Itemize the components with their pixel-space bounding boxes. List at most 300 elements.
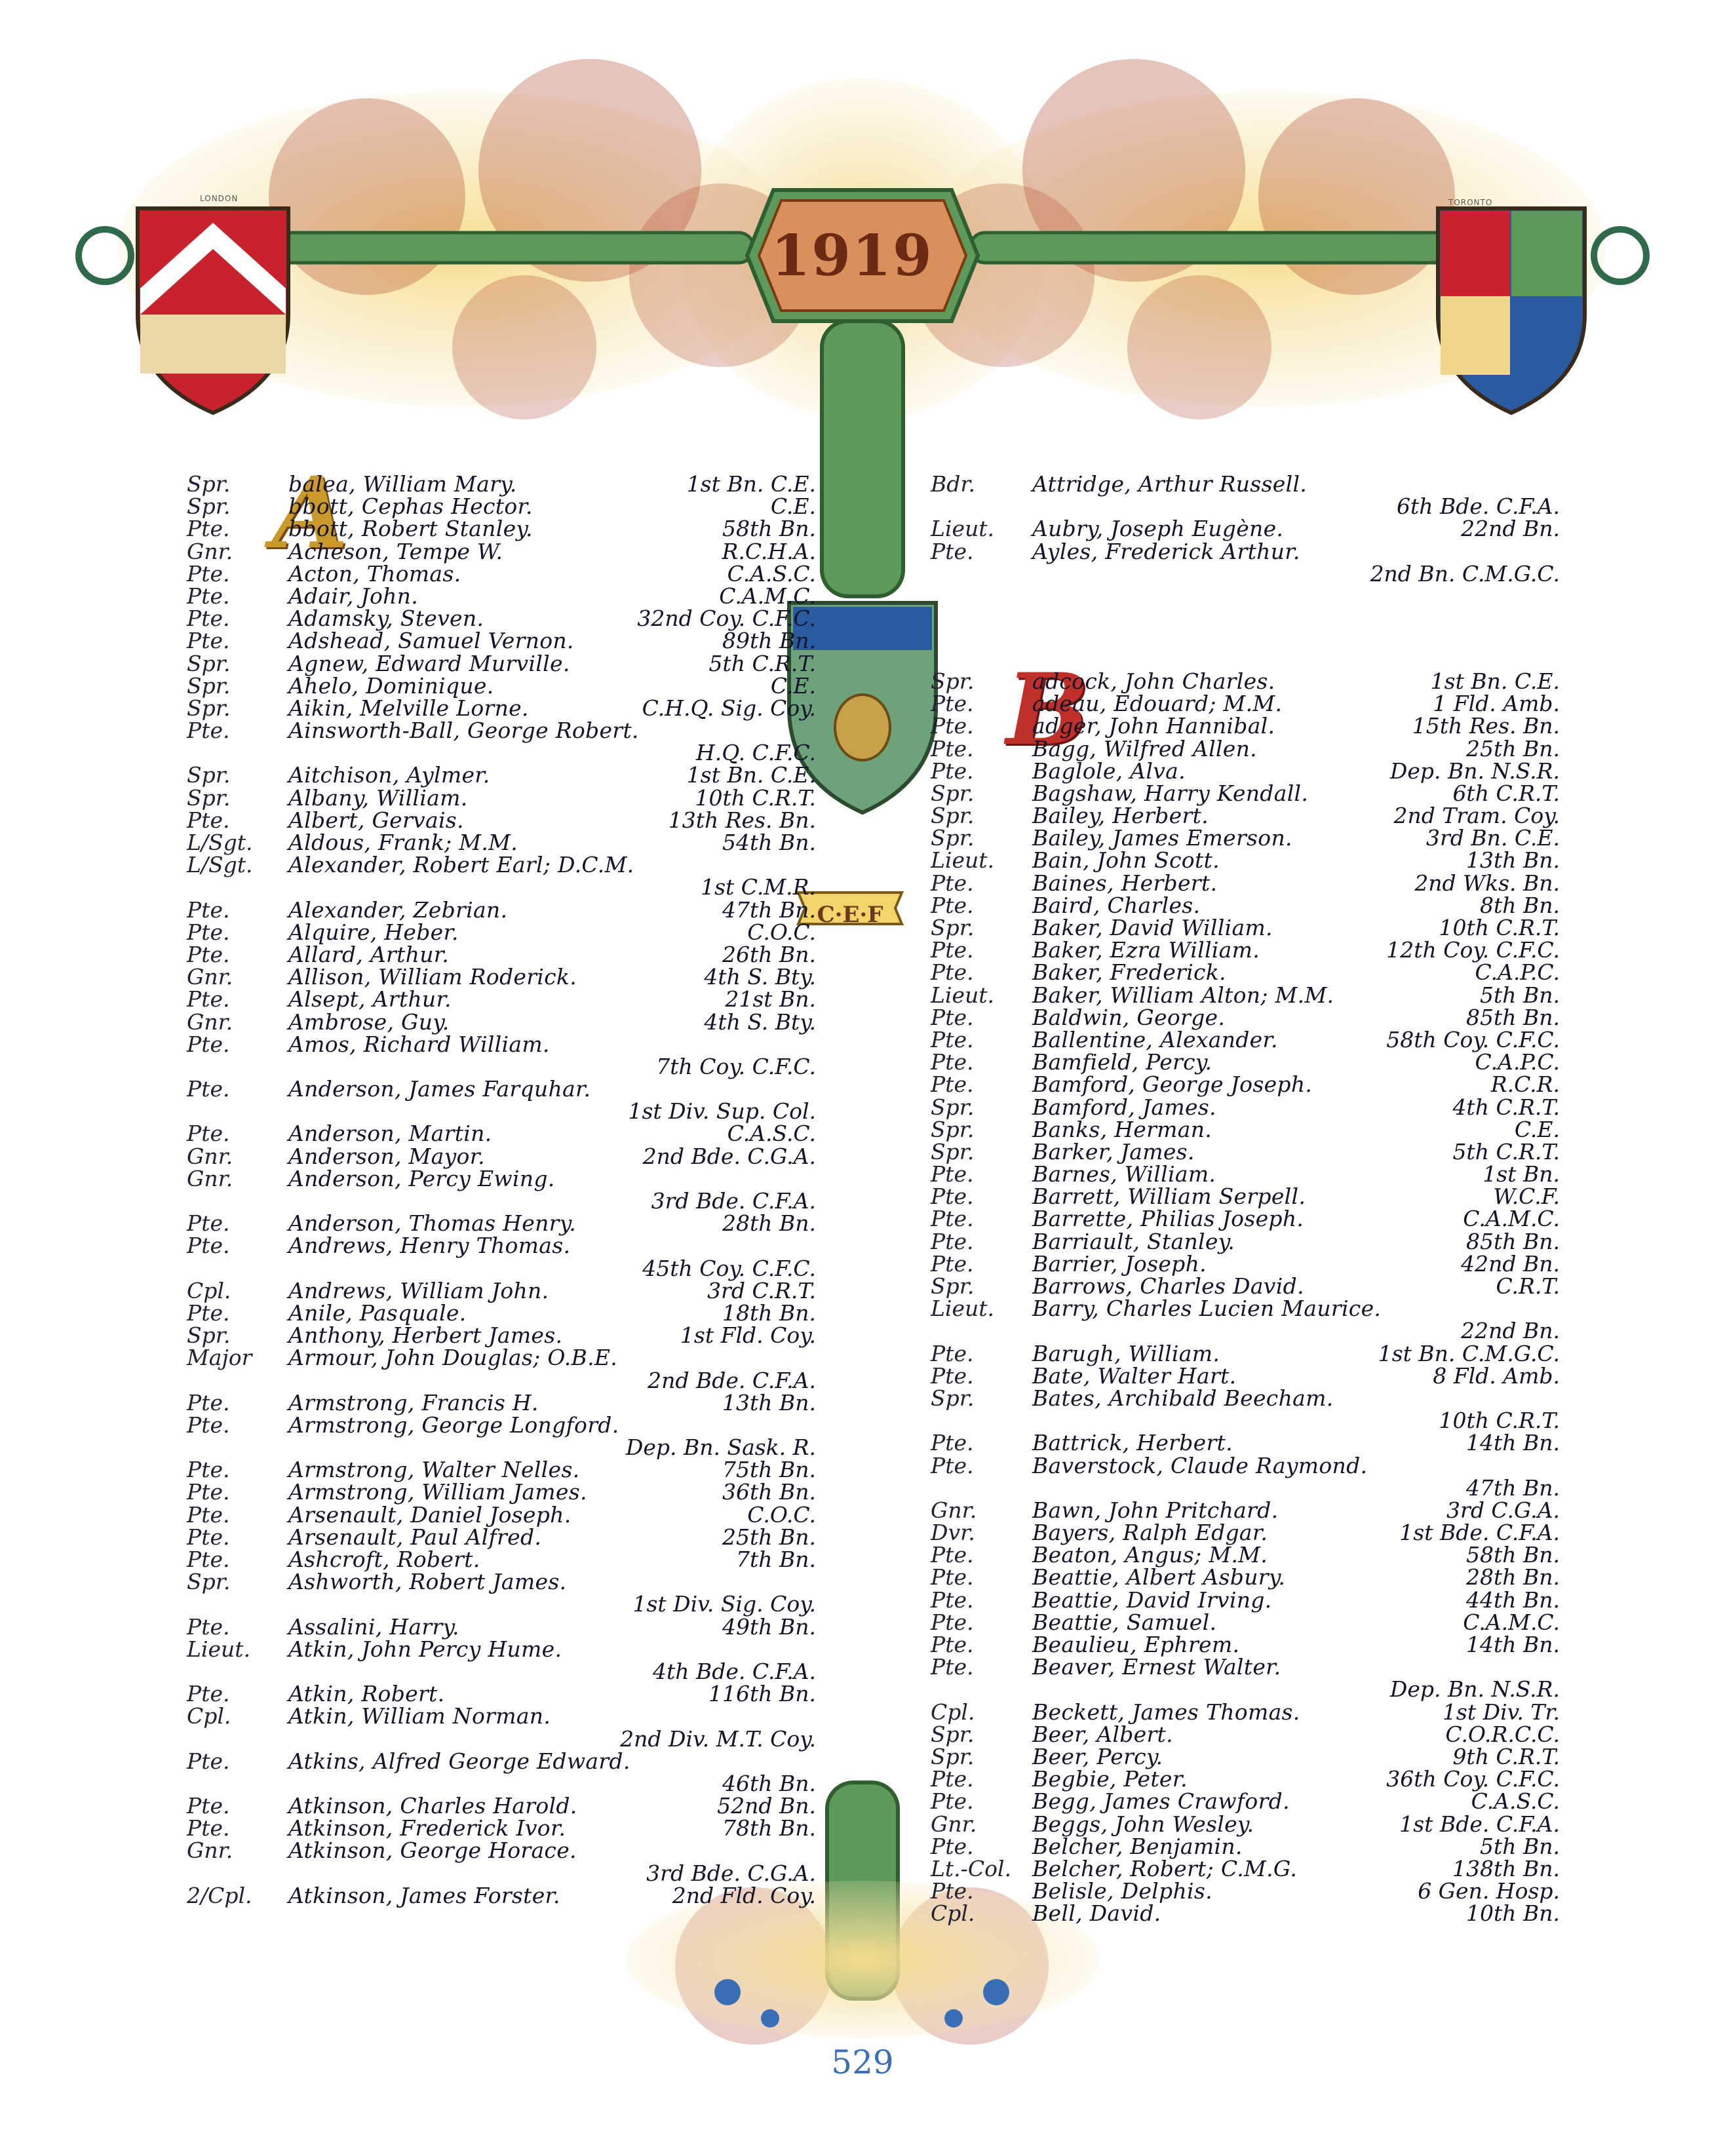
entry-unit: 28th Bn. [722,1210,816,1237]
entry-name: Beaton, Angus; M.M. [1032,1542,1268,1568]
entry-unit: 8th Bn. [1480,892,1560,918]
entry-name: Armour, John Douglas; O.B.E. [288,1345,618,1371]
entry-rank: Pte. [187,1815,230,1841]
entry-rank: Pte. [187,1412,230,1438]
entry-unit: C.R.T. [1496,1273,1560,1299]
entry-name: adeau, Edouard; M.M. [1032,691,1283,717]
list-item [931,917,1560,939]
entry-name: Ambrose, Guy. [288,1009,450,1035]
entry-name: Atkin, William Norman. [288,1703,551,1729]
list-item [931,1185,1560,1208]
entry-name: Amos, Richard William. [288,1031,550,1057]
list-item [187,720,816,742]
entry-rank: Pte. [931,1587,974,1613]
list-item [931,1813,1560,1836]
entry-rank: Pte. [931,937,974,963]
list-item-continuation [187,1725,816,1752]
entry-rank: Gnr. [187,1009,233,1035]
list-item [931,1833,1560,1859]
entry-rank: Pte. [931,538,974,564]
list-item [187,764,816,786]
entry-rank: Pte. [187,1613,230,1640]
entry-rank: Pte. [187,583,230,609]
list-item-continuation [187,1190,816,1212]
list-item [931,473,1560,495]
entry-name: adcock, John Charles. [1032,668,1275,694]
entry-rank: Spr. [187,762,231,788]
entry-name: Acheson, Tempe W. [288,538,503,564]
entry-unit: 36th Coy. C.F.C. [1386,1766,1560,1792]
entry-name: Bailey, James Emerson. [1032,825,1292,851]
entry-unit: 4th S. Bty. [704,964,816,990]
list-item [931,1138,1560,1165]
list-item [187,607,816,630]
list-item-continuation [187,1100,816,1123]
entry-unit: 2nd Bde. C.F.A. [648,1367,816,1393]
entry-unit: 4th Bde. C.F.A. [652,1658,816,1684]
entry-name: Armstrong, William James. [288,1479,587,1505]
entry-unit: 44th Bn. [1466,1587,1560,1613]
list-item [931,939,1560,961]
entry-unit: 6th Bde. C.F.A. [1396,493,1560,520]
entry-rank: Pte. [931,1004,974,1030]
entry-rank: Pte. [187,1121,230,1147]
list-item [187,1347,816,1369]
list-item [187,1459,816,1481]
entry-name: Alexander, Robert Earl; D.C.M. [288,852,634,878]
blue-flower-1 [714,1979,741,2005]
entry-rank: Spr. [187,1569,231,1595]
list-item [931,1275,1560,1298]
entry-unit: 1st Bn. [1483,1161,1560,1187]
list-item [931,827,1560,849]
entry-name: Anthony, Herbert James. [288,1322,563,1349]
list-item [187,1033,816,1056]
toronto-crest-label: TORONTO [1448,198,1493,207]
entry-name: Baglole, Alva. [1032,758,1186,784]
entry-name: Acton, Thomas. [288,560,461,587]
list-item [931,805,1560,827]
list-item [187,473,816,495]
entry-rank: Bdr. [931,471,976,497]
entry-rank: Lieut. [931,982,995,1008]
entry-name: Bagg, Wilfred Allen. [1032,735,1257,761]
entry-name: Baverstock, Claude Raymond. [1032,1452,1368,1478]
entry-rank: Spr. [931,803,975,829]
list-item [187,518,816,540]
entry-name: Atkins, Alfred George Edward. [288,1748,630,1774]
entry-rank: Pte. [931,1049,974,1075]
entry-unit: C.O.C. [747,919,816,945]
entry-unit: 1st Bn. C.E. [1430,668,1560,694]
list-item [187,1571,816,1593]
entry-unit: 85th Bn. [1466,1228,1560,1254]
entry-name: Baker, William Alton; M.M. [1032,982,1334,1008]
list-item [931,1544,1560,1566]
beehive-icon [835,695,890,760]
list-item [931,849,1560,872]
entry-rank: Spr. [931,825,975,851]
entry-unit: C.E. [1514,1116,1560,1142]
list-item [931,1589,1560,1611]
entry-rank: Spr. [187,695,231,721]
entry-name: Armstrong, Walter Nelles. [288,1457,580,1483]
entry-unit: C.H.Q. Sig. Coy. [642,695,816,721]
entry-name: Baker, Ezra William. [1032,937,1260,963]
entry-unit: R.C.R. [1490,1071,1560,1098]
list-item [931,1096,1560,1119]
entry-unit: 1st Bde. C.F.A. [1399,1811,1560,1837]
entry-name: Ashworth, Robert James. [288,1569,567,1595]
entry-rank: Pte. [931,1430,974,1456]
entry-name: Ainsworth-Ball, George Robert. [288,718,639,744]
entry-name: Anderson, Percy Ewing. [288,1165,555,1191]
entry-name: Barry, Charles Lucien Maurice. [1032,1296,1382,1322]
year-title: 1919 [771,223,933,289]
entry-name: Barrett, William Serpell. [1032,1184,1306,1210]
entry-rank: Dvr. [931,1520,975,1546]
entry-unit: C.A.S.C. [1471,1788,1560,1815]
list-item [187,1011,816,1033]
entry-rank: Pte. [931,1788,974,1815]
entry-rank: Spr. [931,780,975,806]
entry-name: Begbie, Peter. [1032,1766,1188,1792]
entry-name: Belcher, Robert; C.M.G. [1032,1855,1298,1881]
entry-unit: 5th C.R.T. [1452,1138,1560,1165]
entry-name: Barnes, William. [1032,1161,1216,1187]
entry-name: Anderson, James Farquhar. [288,1076,591,1102]
list-item [931,1116,1560,1142]
entry-name: Belisle, Delphis. [1032,1878,1212,1904]
entry-unit: 8 Fld. Amb. [1433,1362,1560,1389]
entry-name: Baker, David William. [1032,915,1273,940]
list-item [931,872,1560,895]
list-item [187,672,816,699]
entry-rank: Pte. [187,1547,230,1572]
entry-rank: Pte. [187,1479,230,1505]
list-item [931,518,1560,540]
entry-name: Assalini, Harry. [288,1613,459,1640]
entry-name: Beggs, John Wesley. [1032,1811,1254,1837]
entry-rank: Lt.-Col. [931,1855,1011,1881]
list-item [187,921,816,944]
entry-unit: 28th Bn. [1466,1564,1560,1590]
entry-name: Bawn, John Pritchard. [1032,1497,1279,1523]
toronto-crest-quarter-red [1441,211,1510,296]
entry-unit: 5th Bn. [1480,982,1560,1008]
entry-rank: Lieut. [931,516,995,542]
entry-unit: 85th Bn. [1466,1004,1560,1030]
list-item [931,670,1560,693]
entry-rank: Spr. [187,1322,231,1349]
entry-unit: 47th Bn. [722,896,816,923]
list-item [187,585,816,607]
list-item-continuation [931,560,1560,587]
entry-rank: Spr. [931,1116,975,1142]
entry-name: Bamfield, Percy. [1032,1049,1212,1075]
entry-rank: Spr. [931,1273,975,1299]
blue-flower-2 [983,1979,1009,2005]
entry-rank: Cpl. [931,1699,975,1725]
list-item [187,1299,816,1326]
entry-name: Alquire, Heber. [288,919,459,945]
entry-rank: Pte. [187,1299,230,1326]
entry-unit: 1st Bde. C.F.A. [1399,1520,1560,1546]
entry-name: Armstrong, Francis H. [288,1389,539,1415]
entry-name: bbott, Robert Stanley. [288,516,533,542]
left-column-list [187,473,816,1907]
entry-unit: C.A.P.C. [1475,1049,1560,1075]
entry-rank: Gnr. [931,1811,977,1837]
entry-unit: 54th Bn. [722,830,816,855]
entry-name: Armstrong, George Longford. [288,1412,619,1438]
entry-name: Anile, Pasquale. [288,1299,467,1326]
entry-unit: 5th C.R.T. [708,650,816,676]
entry-unit: 9th C.R.T. [1452,1743,1560,1769]
entry-name: balea, William Mary. [288,471,517,497]
entry-name: Adair, John. [288,583,419,609]
entry-name: Atkinson, James Forster. [288,1882,560,1908]
entry-unit: 10th C.R.T. [1439,1408,1560,1434]
entry-name: Baines, Herbert. [1032,870,1218,896]
entry-unit: 10th C.R.T. [1439,915,1560,940]
entry-name: Ballentine, Alexander. [1032,1026,1278,1052]
entry-unit: 89th Bn. [722,628,816,654]
entry-name: Beattie, Albert Asbury. [1032,1564,1286,1590]
entry-rank: Pte. [187,1524,230,1550]
list-item [187,538,816,564]
entry-rank: Gnr. [187,1838,233,1864]
entry-unit: 3rd C.G.A. [1446,1497,1560,1523]
entry-unit: 1st C.M.R. [701,874,816,900]
list-item-continuation [187,876,816,898]
list-item [187,784,816,811]
entry-name: Beer, Albert. [1032,1721,1173,1747]
entry-name: Arsenault, Paul Alfred. [288,1524,542,1550]
entry-rank: Pte. [931,1833,974,1859]
entry-unit: Dep. Bn. N.S.R. [1389,758,1560,784]
entry-name: Adamsky, Steven. [288,606,484,632]
list-item-continuation [931,1474,1560,1501]
central-column [822,321,903,596]
entry-name: Aikin, Melville Lorne. [288,695,529,721]
list-item [187,560,816,587]
entry-name: Bailey, Herbert. [1032,803,1209,829]
entry-name: Barriault, Stanley. [1032,1228,1235,1254]
entry-rank: Pte. [931,1206,974,1232]
entry-name: Ahelo, Dominique. [288,672,494,699]
list-item [931,1566,1560,1588]
entry-rank: Lieut. [187,1636,251,1662]
list-item-continuation [931,1678,1560,1701]
list-item [931,1902,1560,1925]
entry-name: Atkinson, Frederick Ivor. [288,1815,566,1841]
list-item [187,630,816,652]
entry-rank: Pte. [931,1362,974,1389]
entry-rank: Pte. [931,1766,974,1792]
entry-rank: Pte. [187,560,230,587]
entry-unit: 5th Bn. [1480,1833,1560,1859]
entry-name: Anderson, Mayor. [288,1143,485,1169]
entry-unit: 13th Bn. [722,1389,816,1415]
entry-rank: L/Sgt. [187,852,253,878]
entry-rank: Pte. [187,919,230,945]
list-item-continuation [187,1658,816,1684]
list-item [931,1051,1560,1073]
entry-rank: Pte. [931,691,974,717]
entry-name: Atkinson, George Horace. [288,1838,577,1864]
entry-unit: 14th Bn. [1466,1430,1560,1456]
entry-unit: R.C.H.A. [722,538,816,564]
entry-rank: Lieut. [931,847,995,874]
list-item-continuation [187,1770,816,1796]
entry-rank: Pte. [931,1452,974,1478]
section-gap [931,585,1560,670]
list-item [187,1165,816,1191]
entry-unit: 7th Coy. C.F.C. [656,1053,816,1079]
entry-unit: 1st Div. Sup. Col. [628,1098,816,1125]
entry-rank: Pte. [187,986,230,1012]
list-item [187,1839,816,1862]
entry-unit: 2nd Wks. Bn. [1414,870,1560,896]
entry-unit: 3rd C.R.T. [707,1277,816,1303]
list-item [931,892,1560,918]
entry-unit: C.E. [770,672,816,699]
list-item [931,1026,1560,1052]
green-garland-left [249,233,754,263]
entry-rank: Pte. [187,1210,230,1237]
list-item [187,1750,816,1773]
entry-rank: Pte. [931,1564,974,1590]
entry-name: Banks, Herman. [1032,1116,1212,1142]
entry-unit: 116th Bn. [708,1681,816,1707]
list-item [931,1522,1560,1544]
list-item [931,1250,1560,1277]
entry-unit: C.O.C. [747,1501,816,1528]
entry-rank: Pte. [187,718,230,744]
entry-name: Bell, David. [1032,1900,1161,1927]
right-column-list [931,473,1560,1925]
list-item [931,538,1560,564]
entry-rank: Pte. [187,1457,230,1483]
entry-name: Anderson, Martin. [288,1121,492,1147]
list-item-continuation [187,1053,816,1079]
entry-unit: 25th Bn. [722,1524,816,1550]
entry-unit: 22nd Bn. [1461,1318,1560,1344]
entry-rank: Pte. [187,896,230,923]
entry-rank: Cpl. [187,1703,231,1729]
entry-rank: 2/Cpl. [187,1882,252,1908]
entry-unit: 25th Bn. [1466,735,1560,761]
list-item [187,1613,816,1640]
entry-unit: 14th Bn. [1466,1632,1560,1657]
entry-unit: 36th Bn. [722,1479,816,1505]
list-item [931,1387,1560,1410]
entry-rank: Gnr. [931,1497,977,1523]
london-crest-base [140,315,286,374]
entry-rank: Spr. [187,471,231,497]
entry-unit: C.A.M.C. [1463,1609,1560,1635]
entry-rank: Pte. [931,1542,974,1568]
entry-name: adger, John Hannibal. [1032,713,1275,739]
entry-unit: 58th Bn. [1466,1542,1560,1568]
entry-unit: C.A.P.C. [1475,959,1560,986]
entry-rank: Pte. [187,1501,230,1528]
list-item [187,854,816,876]
entry-unit: 13th Res. Bn. [668,807,816,833]
toronto-crest-quarter-gold [1441,296,1510,375]
entry-rank: Pte. [931,735,974,761]
entry-name: Alexander, Zebrian. [288,896,508,923]
entry-unit: 32nd Coy. C.F.C. [637,606,816,632]
entry-rank: L/Sgt. [187,830,253,855]
entry-unit: 2nd Bn. C.M.G.C. [1370,560,1560,587]
entry-unit: 58th Coy. C.F.C. [1386,1026,1560,1052]
entry-name: Bate, Walter Hart. [1032,1362,1237,1389]
list-item [187,1705,816,1727]
list-item [187,809,816,832]
entry-rank: Pte. [931,1161,974,1187]
list-item [187,896,816,923]
list-item [931,782,1560,805]
list-item [931,1228,1560,1254]
list-item-continuation [931,1410,1560,1432]
entry-unit: 3rd Bde. C.G.A. [646,1860,816,1886]
entry-rank: Pte. [931,1878,974,1904]
entry-rank: Pte. [187,941,230,967]
entry-unit: 49th Bn. [722,1613,816,1640]
entry-unit: 1st Bn. C.E. [686,762,816,788]
entry-name: Andrews, William John. [288,1277,549,1303]
entry-name: Baldwin, George. [1032,1004,1226,1030]
list-item [931,1362,1560,1389]
entry-rank: Major [187,1345,252,1371]
list-item [931,1298,1560,1320]
entry-unit: 4th S. Bty. [704,1009,816,1035]
entry-unit: W.C.F. [1493,1184,1560,1210]
list-item [931,1611,1560,1634]
entry-rank: Pte. [931,1632,974,1657]
list-item-continuation [187,1593,816,1615]
entry-unit: 75th Bn. [722,1457,816,1483]
entry-name: Beaulieu, Ephrem. [1032,1632,1240,1657]
list-item [931,715,1560,737]
entry-name: Barugh, William. [1032,1340,1220,1366]
entry-rank: Gnr. [187,1143,233,1169]
list-item [931,984,1560,1007]
list-item [931,760,1560,782]
list-item-continuation [187,1862,816,1885]
entry-unit: 3rd Bde. C.F.A. [651,1188,816,1214]
entry-rank: Pte. [187,1076,230,1102]
cef-ribbon-text: C·E·F [817,902,883,928]
entry-unit: 26th Bn. [722,941,816,967]
entry-name: Bagshaw, Harry Kendall. [1032,780,1309,806]
entry-rank: Spr. [187,493,231,520]
entry-unit: C.A.S.C. [727,1121,816,1147]
list-item [187,966,816,988]
list-item [931,1880,1560,1902]
entry-name: Atkinson, Charles Harold. [288,1793,577,1819]
entry-rank: Cpl. [187,1277,231,1303]
entry-unit: 3rd Bn. C.E. [1425,825,1560,851]
entry-unit: 18th Bn. [722,1299,816,1326]
list-item [187,832,816,854]
list-item-continuation [187,1367,816,1393]
entry-name: Beckett, James Thomas. [1032,1699,1300,1725]
entry-unit: C.A.M.C. [1463,1206,1560,1232]
entry-unit: 10th C.R.T. [695,784,816,811]
